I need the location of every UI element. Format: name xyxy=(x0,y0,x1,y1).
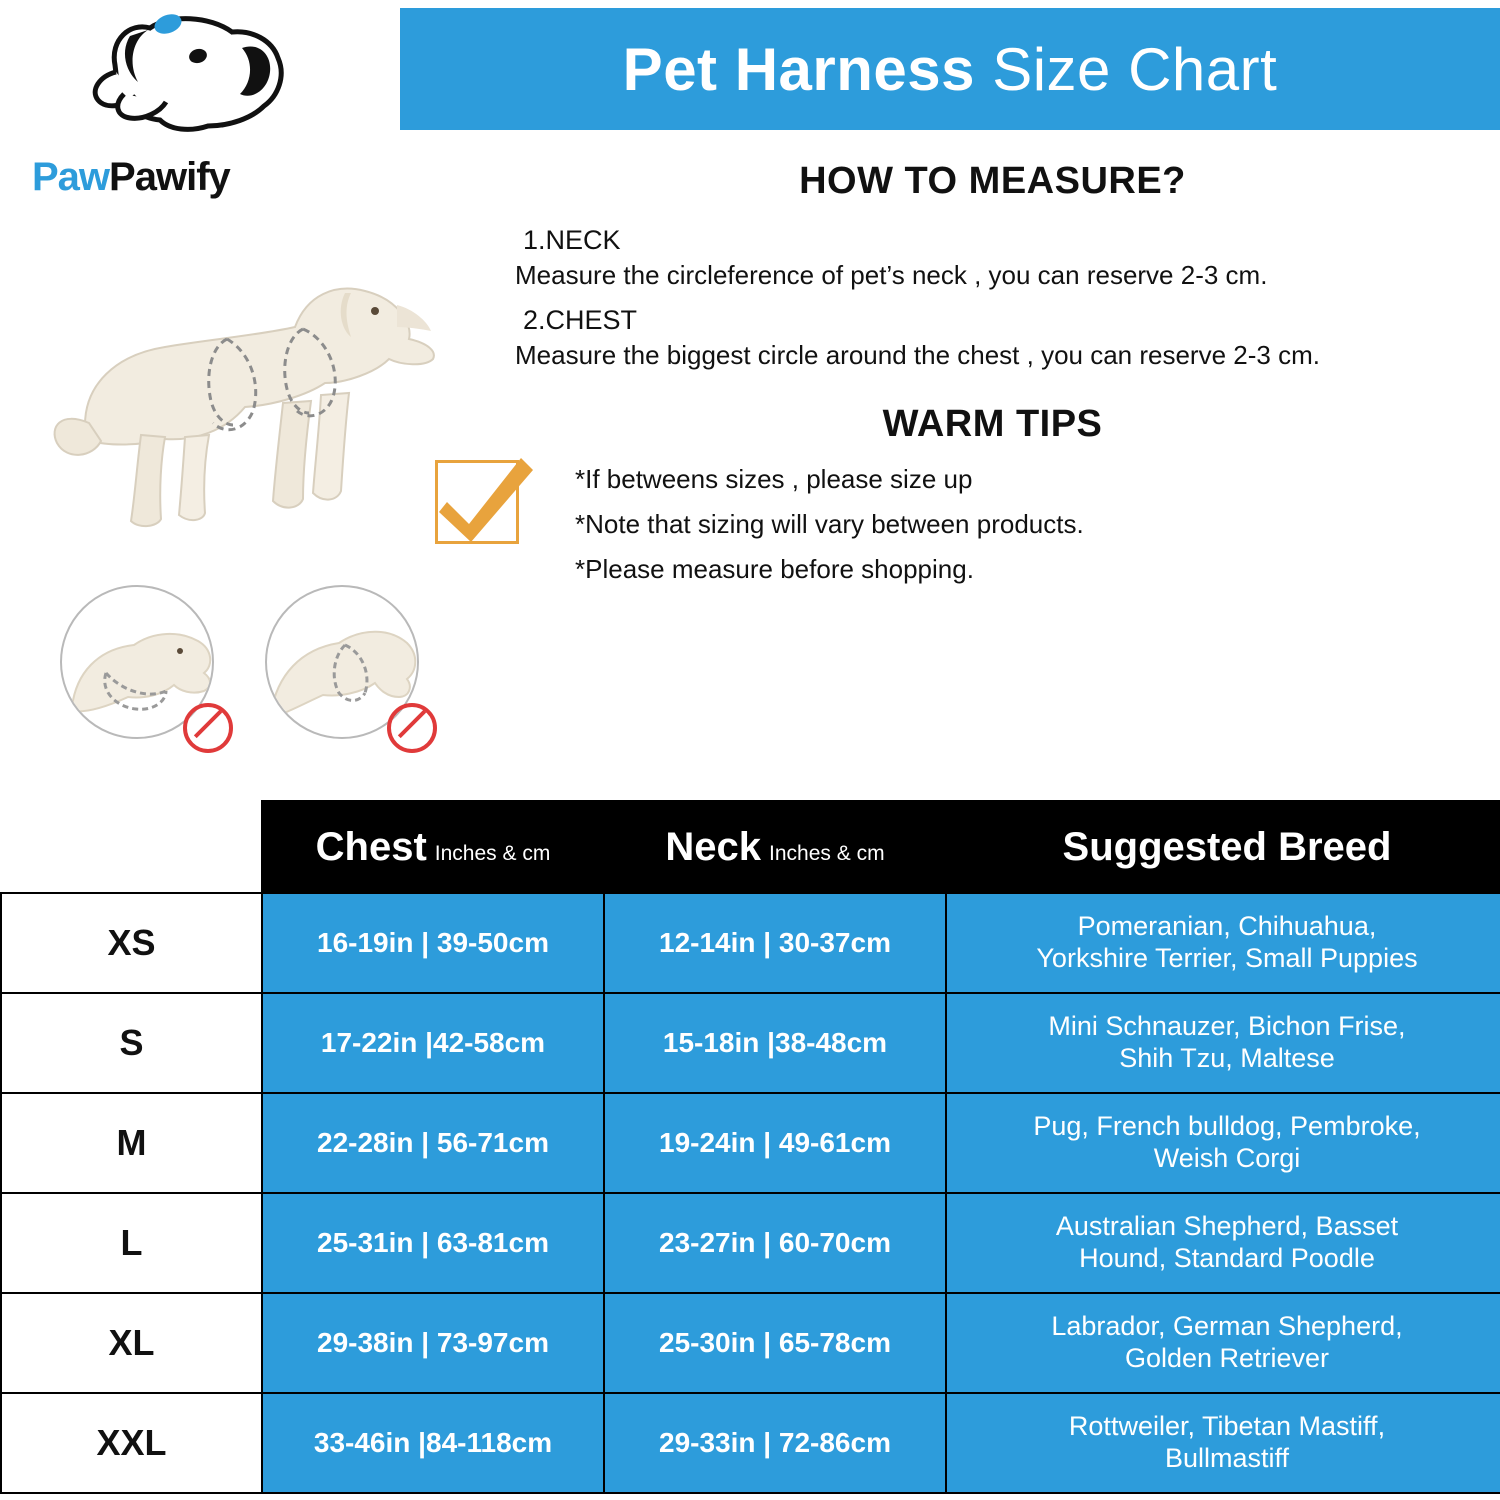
measure-step-1-label: 1.NECK xyxy=(523,225,621,255)
row-size-s: S xyxy=(1,993,262,1093)
brand-logo xyxy=(20,10,370,210)
warm-tips-list xyxy=(505,464,1480,585)
row-breed-xs: Pomeranian, Chihuahua, Yorkshire Terrier, Small Puppies xyxy=(946,893,1500,993)
dog-side-view-illustration xyxy=(45,235,445,585)
row-size-m: M xyxy=(1,1093,262,1193)
row-size-xs: XS xyxy=(1,893,262,993)
table-row xyxy=(1,1293,1500,1393)
row-chest-xs: 16-19in | 39-50cm xyxy=(262,893,604,993)
warm-tips-title: WARM TIPS xyxy=(882,403,1103,445)
header-chest-sub: Inches & cm xyxy=(434,841,551,865)
measure-step-1-text: Measure the circleference of pet’s neck , you can reserve 2-3 cm. xyxy=(515,260,1268,290)
row-chest-xl: 29-38in | 73-97cm xyxy=(262,1293,604,1393)
brand-wordmark xyxy=(32,155,230,200)
table-row xyxy=(1,993,1500,1093)
brand-word-2: Pawify xyxy=(109,155,230,199)
table-header-row xyxy=(1,801,1500,893)
row-neck-xs: 12-14in | 30-37cm xyxy=(604,893,946,993)
row-neck-xl: 25-30in | 65-78cm xyxy=(604,1293,946,1393)
header-banner xyxy=(400,8,1500,130)
row-chest-l: 25-31in | 63-81cm xyxy=(262,1193,604,1293)
header-cell-chest xyxy=(262,801,604,893)
table-row xyxy=(1,893,1500,993)
row-breed-s: Mini Schnauzer, Bichon Frise, Shih Tzu, Maltese xyxy=(946,993,1500,1093)
row-neck-xxl: 29-33in | 72-86cm xyxy=(604,1393,946,1493)
table-row xyxy=(1,1193,1500,1293)
row-size-xxl: XXL xyxy=(1,1393,262,1493)
measure-step-2-text: Measure the biggest circle around the chest , you can reserve 2-3 cm. xyxy=(515,340,1320,370)
measure-steps xyxy=(505,225,1480,371)
page-title xyxy=(623,35,1278,104)
size-chart-table xyxy=(0,800,1500,1494)
row-size-xl: XL xyxy=(1,1293,262,1393)
row-neck-s: 15-18in |38-48cm xyxy=(604,993,946,1093)
row-chest-s: 17-22in |42-58cm xyxy=(262,993,604,1093)
row-chest-m: 22-28in | 56-71cm xyxy=(262,1093,604,1193)
header-breed-main: Suggested Breed xyxy=(1062,824,1392,869)
warm-tip-1: *If betweens sizes , please size up xyxy=(575,464,973,494)
warm-tip-3: *Please measure before shopping. xyxy=(575,554,974,584)
measurement-illustration xyxy=(35,225,495,785)
header-neck-main: Neck xyxy=(665,824,762,869)
page-title-bold: Pet Harness xyxy=(622,35,976,103)
page-title-light: Size Chart xyxy=(975,35,1278,103)
measure-step-2-label: 2.CHEST xyxy=(523,305,638,335)
header-neck-sub: Inches & cm xyxy=(769,841,885,865)
header-cell-breed xyxy=(946,801,1500,893)
warm-tip-2: *Note that sizing will vary between products. xyxy=(575,509,1084,539)
how-to-measure-title: HOW TO MEASURE? xyxy=(799,160,1186,202)
row-breed-l: Australian Shepherd, Basset Hound, Standard Poodle xyxy=(946,1193,1500,1293)
header-cell-neck xyxy=(604,801,946,893)
row-size-l: L xyxy=(1,1193,262,1293)
dog-head-logo-icon xyxy=(20,10,370,160)
row-neck-m: 19-24in | 49-61cm xyxy=(604,1093,946,1193)
no-sign-icon-1 xyxy=(183,703,233,753)
row-breed-m: Pug, French bulldog, Pembroke, Weish Corgi xyxy=(946,1093,1500,1193)
instructions-panel xyxy=(505,160,1480,599)
table-row xyxy=(1,1393,1500,1493)
row-breed-xxl: Rottweiler, Tibetan Mastiff, Bullmastiff xyxy=(946,1393,1500,1493)
no-sign-icon-2 xyxy=(387,703,437,753)
table-row xyxy=(1,1093,1500,1193)
row-breed-xl: Labrador, German Shepherd, Golden Retriever xyxy=(946,1293,1500,1393)
row-neck-l: 23-27in | 60-70cm xyxy=(604,1193,946,1293)
header-cell-size xyxy=(1,801,262,893)
brand-word-1: Paw xyxy=(32,155,110,199)
row-chest-xxl: 33-46in |84-118cm xyxy=(262,1393,604,1493)
header-chest-main: Chest xyxy=(315,824,427,869)
